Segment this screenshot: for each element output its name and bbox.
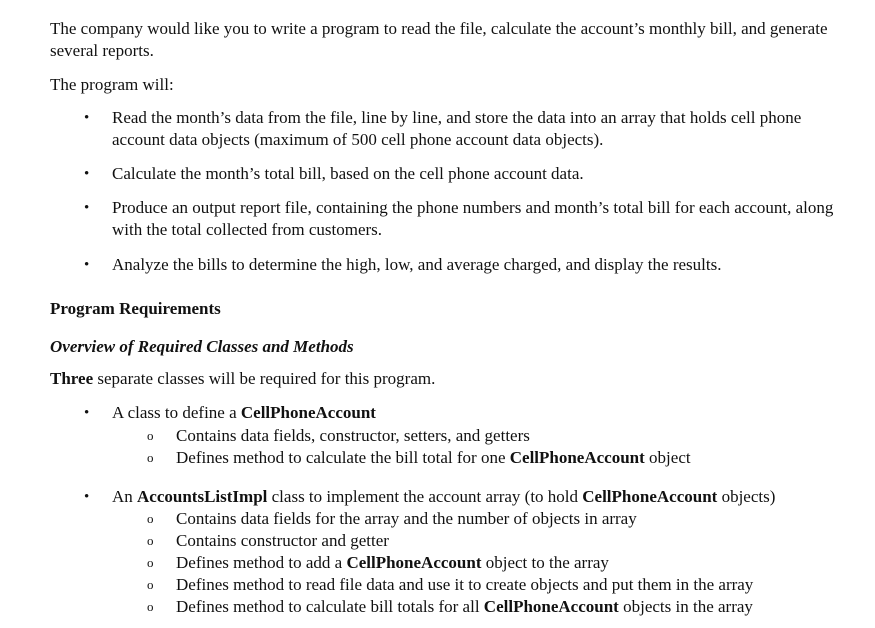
bullet-icon: • [84,200,90,216]
method-text: Contains data fields for the array and the number of objects in array [176,509,637,528]
method-text: Defines method to calculate the bill total for one CellPhoneAccount object [176,448,691,467]
three-rest: separate classes will be required for this program. [93,369,436,388]
circle-bullet-icon: o [147,428,154,443]
circle-bullet-icon: o [147,577,154,592]
bullet-icon: • [84,489,90,505]
circle-bullet-icon: o [147,599,154,614]
class-bullet-text: An AccountsListImpl class to implement the account array (to hold CellPhoneAccount objects) [112,487,776,506]
class-bullet-text: A class to define a CellPhoneAccount [112,403,376,422]
section-subheading: Overview of Required Classes and Methods [50,337,354,356]
method-text: Defines method to calculate bill totals for all CellPhoneAccount objects in the array [176,597,753,616]
section-heading: Program Requirements [50,299,221,318]
program-bullet-text: Produce an output report file, containing the phone numbers and month’s total bill for each account, along with the total collected from customers. [112,198,834,239]
method-text: Defines method to add a CellPhoneAccount object to the array [176,553,609,572]
circle-bullet-icon: o [147,555,154,570]
program-bullet-text: Read the month’s data from the file, line by line, and store the data into an array that holds cell phone account data objects (maximum of 500 cell phone account data objects). [112,108,802,149]
circle-bullet-icon: o [147,450,154,465]
method-text: Contains constructor and getter [176,531,389,550]
bullet-icon: • [84,110,90,126]
class-name: AccountsListImpl [137,487,268,506]
bullet-icon: • [84,257,90,273]
class-name: CellPhoneAccount [240,403,376,422]
bullet-icon: • [84,405,90,421]
three-bold: Three [50,369,94,388]
program-bullet-text: Analyze the bills to determine the high, low, and average charged, and display the results. [112,255,722,274]
circle-bullet-icon: o [147,533,154,548]
classes-intro [50,368,865,390]
circle-bullet-icon: o [147,511,154,526]
method-text: Defines method to read file data and use it to create objects and put them in the array [176,575,754,594]
intro-paragraph: The company would like you to write a program to read the file, calculate the account’s monthly bill, and generate several reports. [50,19,828,60]
method-text: Contains data fields, constructor, setters, and getters [176,426,530,445]
program-will-label: The program will: [50,75,174,94]
program-bullet-text: Calculate the month’s total bill, based on the cell phone account data. [112,164,584,183]
bullet-icon: • [84,166,90,182]
